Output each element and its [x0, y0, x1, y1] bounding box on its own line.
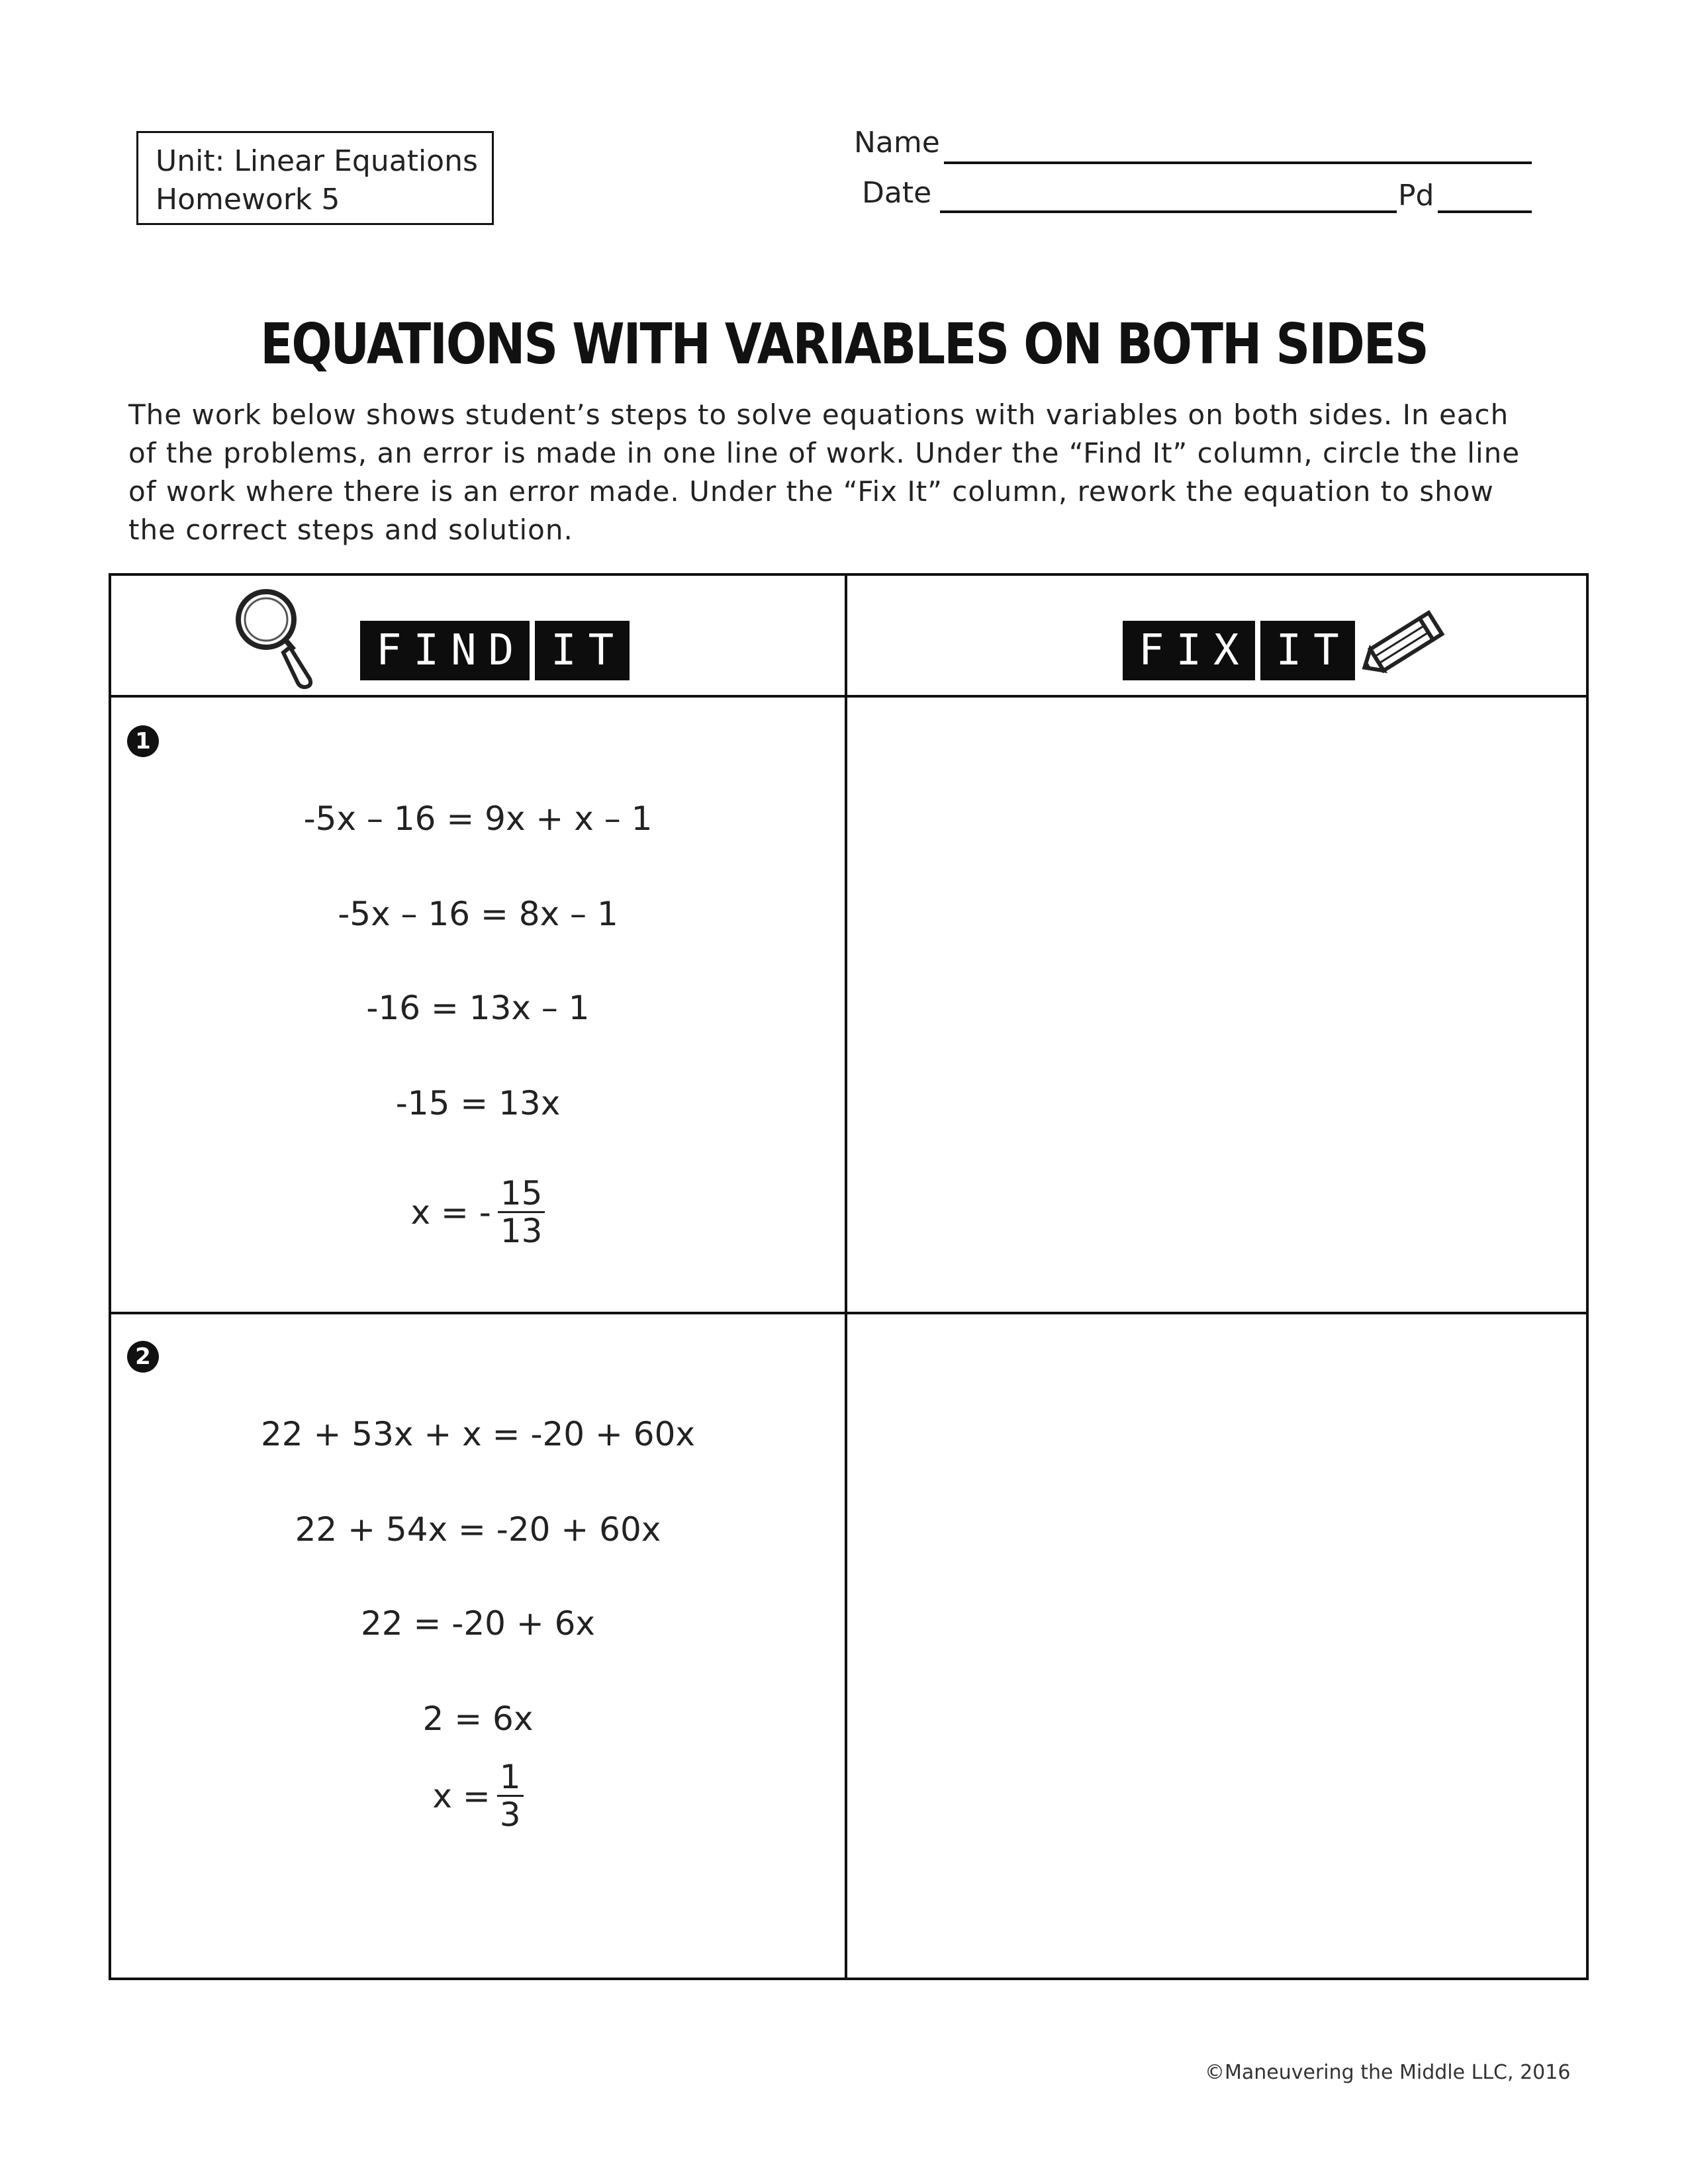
- name-line[interactable]: [944, 161, 1532, 164]
- find-it-word: IT: [535, 621, 630, 680]
- problem-2-step-4[interactable]: 2 = 6x: [422, 1700, 534, 1738]
- pencil-icon: [1357, 598, 1456, 687]
- fix-it-area-2[interactable]: [847, 1314, 1583, 1976]
- name-label: Name: [854, 126, 940, 159]
- unit-info-box: [136, 131, 494, 225]
- problem-2-solution-lhs: x =: [432, 1776, 491, 1815]
- date-label: Date: [862, 176, 932, 210]
- find-word: FIND: [360, 621, 530, 680]
- problem-2-fraction: [497, 1759, 524, 1833]
- find-it-banner: [360, 621, 630, 680]
- problem-1-step-4[interactable]: -15 = 13x: [395, 1084, 561, 1122]
- fix-word: FIX: [1123, 621, 1255, 680]
- problem-2-step-1[interactable]: 22 + 53x + x = -20 + 60x: [260, 1415, 696, 1453]
- problem-1-step-2[interactable]: -5x – 16 = 8x – 1: [338, 895, 618, 933]
- problem-1-denominator: 13: [500, 1212, 543, 1250]
- period-line[interactable]: [1438, 210, 1532, 213]
- problem-1-solution-lhs: x = -: [410, 1193, 491, 1232]
- problem-1-step-3[interactable]: -16 = 13x – 1: [366, 989, 590, 1027]
- unit-label: Unit: Linear Equations: [156, 144, 478, 178]
- homework-label: Homework 5: [156, 183, 340, 216]
- problem-2-numerator: 1: [497, 1759, 524, 1797]
- problem-1-numerator: 15: [498, 1175, 545, 1213]
- problem-number-2: 2: [127, 1341, 159, 1373]
- problem-2-solution[interactable]: [111, 1759, 845, 1833]
- date-line[interactable]: [940, 210, 1397, 213]
- fix-it-banner: [1123, 621, 1355, 680]
- problem-2-step-3[interactable]: 22 = -20 + 6x: [360, 1604, 596, 1643]
- copyright-notice: ©Maneuvering the Middle LLC, 2016: [1205, 2061, 1571, 2084]
- fix-it-area-1[interactable]: [847, 698, 1583, 1309]
- fix-it-word: IT: [1260, 621, 1355, 680]
- problem-2-step-2[interactable]: 22 + 54x = -20 + 60x: [295, 1510, 661, 1549]
- instructions-paragraph: The work below shows student’s steps to solve equations with variables on both sides. In each of the problems, an error is made in one line of work. Under the “Find It” column, circle the line of work where there is an error made. Under the “Fix It” column, rework the equation to show the correct steps and solution.: [128, 398, 1521, 546]
- problem-1-fraction: [498, 1175, 545, 1249]
- problem-2-denominator: 3: [499, 1796, 521, 1834]
- page-title: EQUATIONS WITH VARIABLES ON BOTH SIDES: [260, 311, 1428, 377]
- period-label: Pd: [1398, 179, 1434, 212]
- problem-1-solution[interactable]: [111, 1175, 845, 1249]
- problem-number-1: 1: [127, 725, 159, 757]
- problem-1-step-1[interactable]: -5x – 16 = 9x + x – 1: [303, 799, 653, 838]
- magnifying-glass-icon: [233, 586, 319, 695]
